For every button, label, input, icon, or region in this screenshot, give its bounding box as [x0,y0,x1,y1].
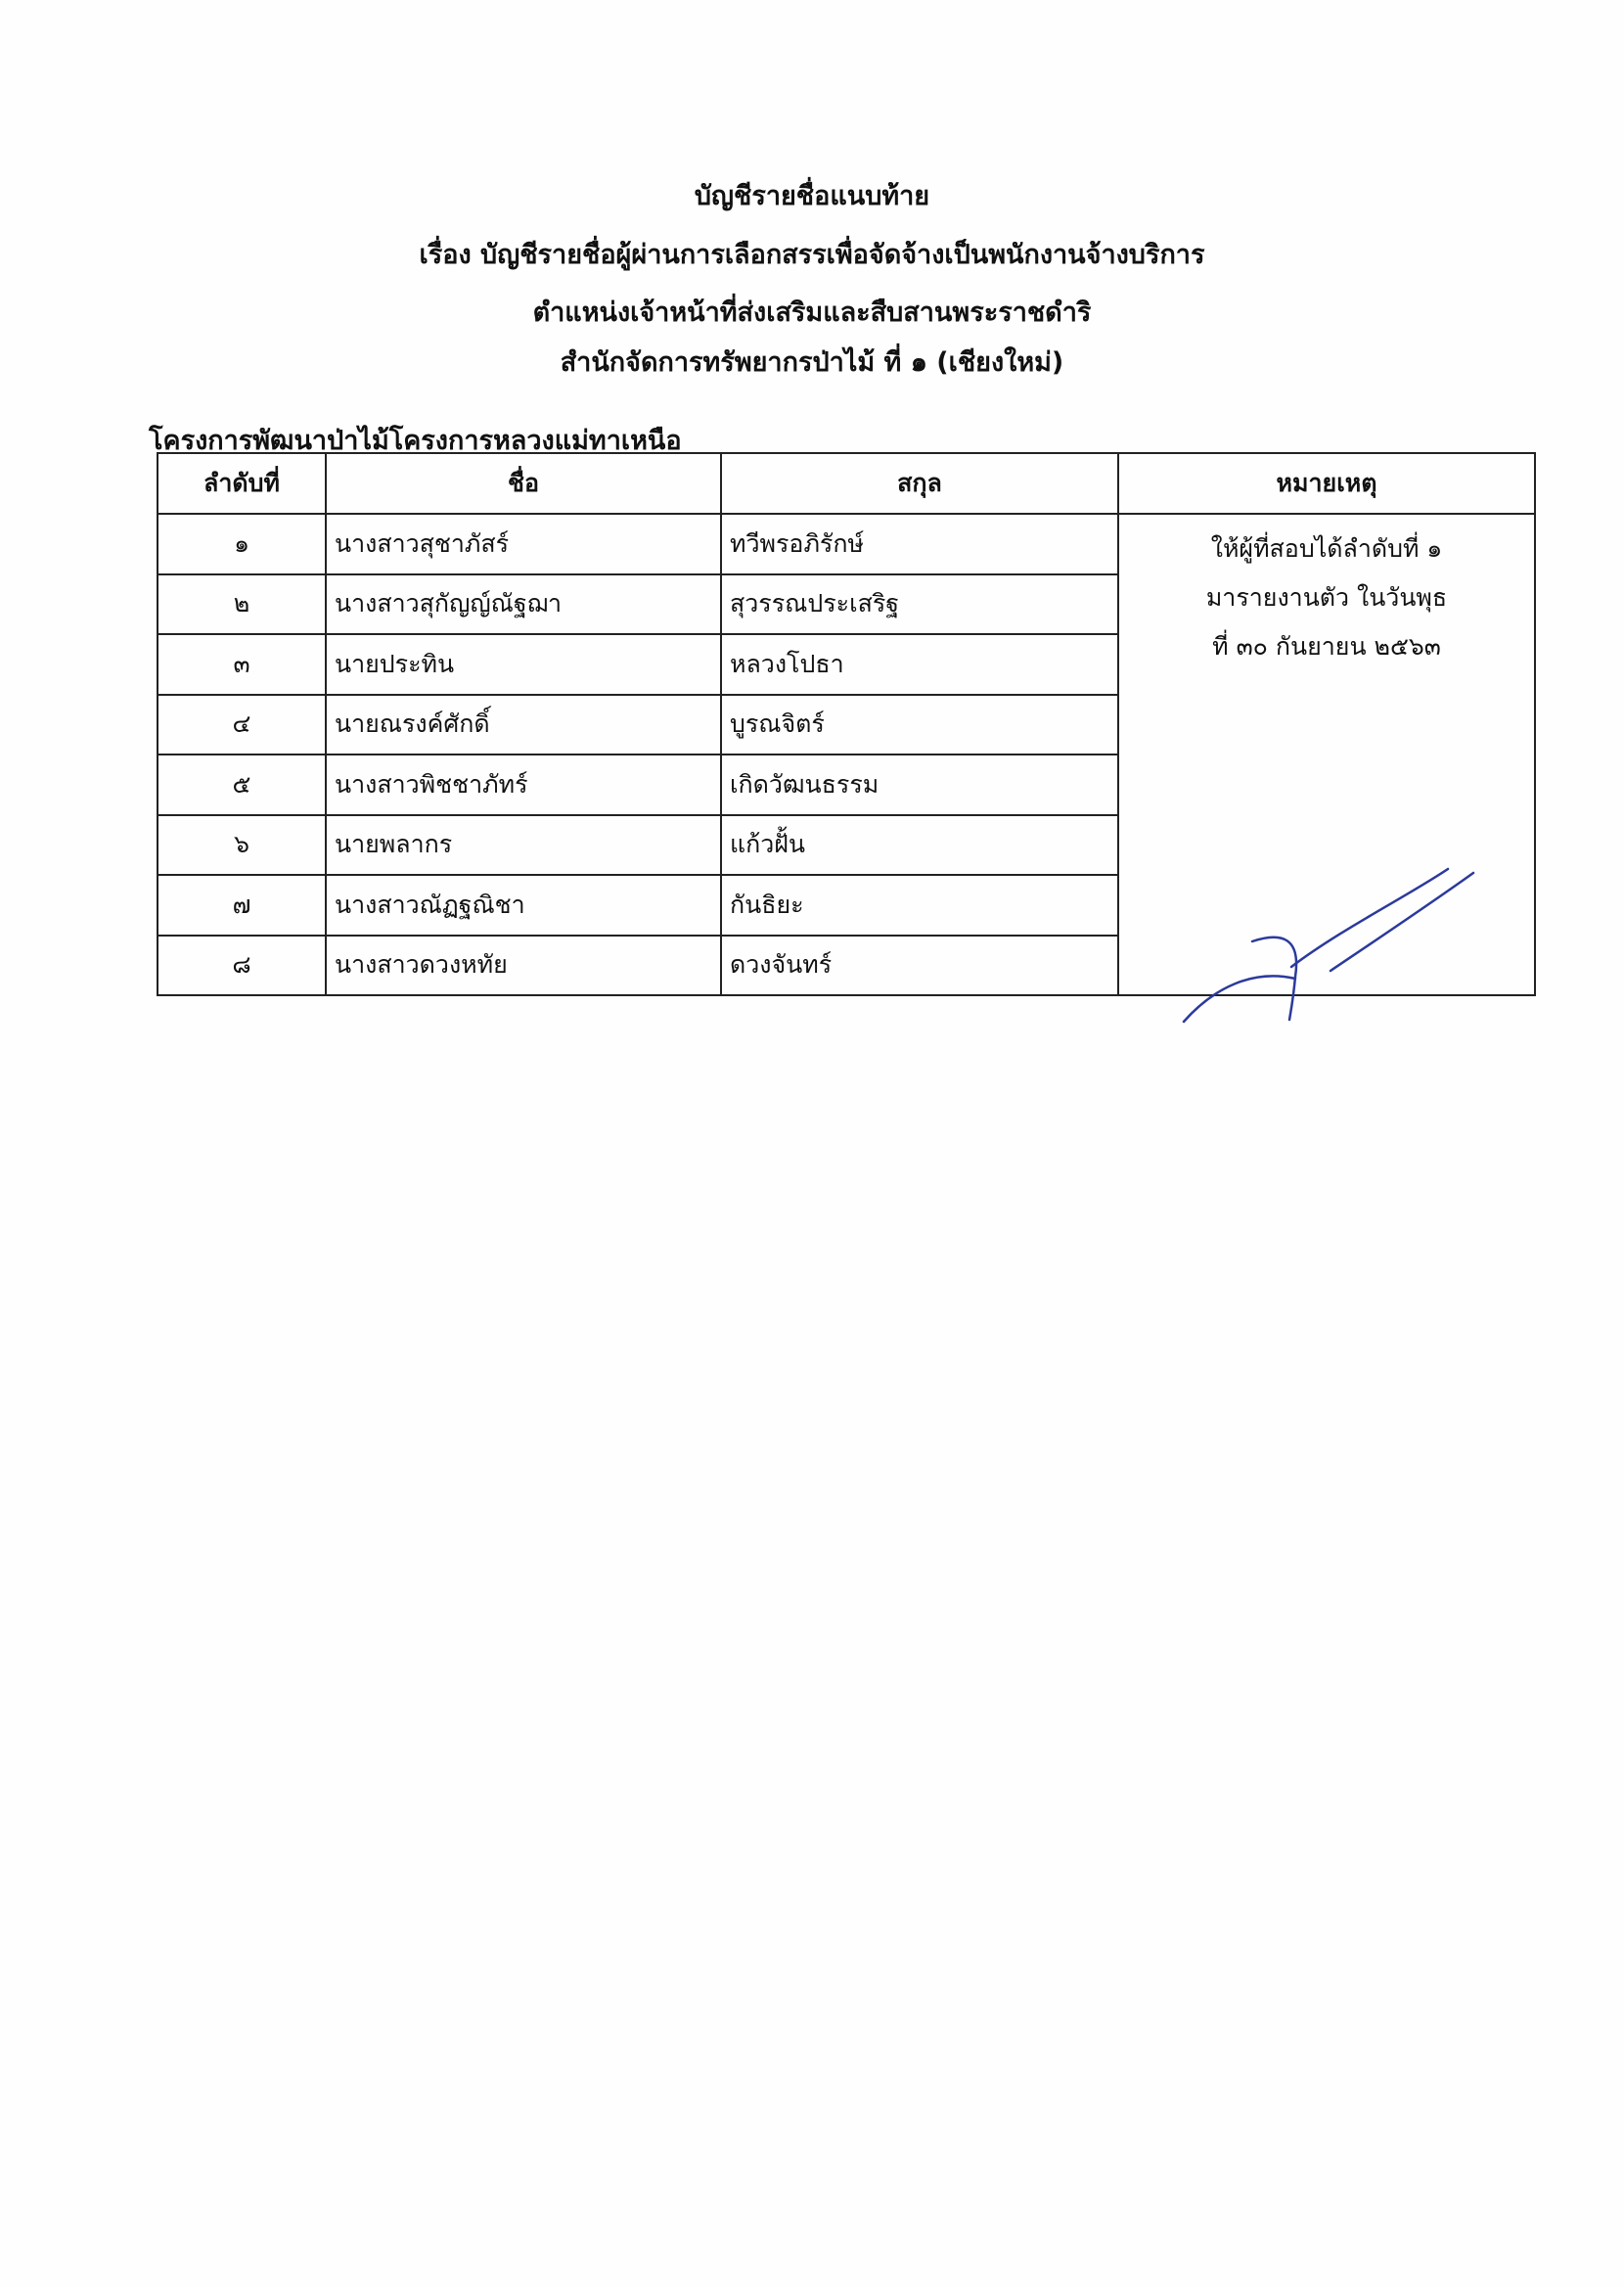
row-surname: เกิดวัฒนธรรม [721,755,1118,815]
document-position: ตำแหน่งเจ้าหน้าที่ส่งเสริมและสืบสานพระราชดำริ [532,297,1092,328]
row-surname: ทวีพรอภิรักษ์ [721,514,1118,574]
remark-line: มารายงานตัว ในวันพุธ [1205,583,1448,612]
header-remark: หมายเหตุ [1118,453,1535,514]
project-title: โครงการพัฒนาป่าไม้โครงการหลวงแม่ทาเหนือ [149,426,682,456]
row-name: นายพลากร [326,815,721,876]
header-surname: สกุล [721,453,1118,514]
row-name: นางสาวดวงหทัย [326,936,721,996]
row-no: ๒ [158,574,326,635]
document-office: สำนักจัดการทรัพยากรป่าไม้ ที่ ๑ (เชียงใหม่) [560,347,1064,378]
table-row [158,514,1535,574]
header-no: ลำดับที่ [158,453,326,514]
row-no: ๓ [158,634,326,695]
remark-line: ที่ ๓๐ กันยายน ๒๕๖๓ [1212,632,1441,661]
row-no: ๗ [158,875,326,936]
row-name: นายประทิน [326,634,721,695]
row-no: ๕ [158,755,326,815]
remark-line: ให้ผู้ที่สอบได้ลำดับที่ ๑ [1210,534,1443,563]
row-name: นางสาวณัฏฐณิชา [326,875,721,936]
row-surname: กันธิยะ [721,875,1118,936]
row-no: ๖ [158,815,326,876]
row-no: ๑ [158,514,326,574]
row-surname: บูรณจิตร์ [721,695,1118,755]
row-name: นายณรงค์ศักดิ์ [326,695,721,755]
header-name: ชื่อ [326,453,721,514]
row-surname: ดวงจันทร์ [721,936,1118,996]
signature [1174,861,1507,1037]
document-title: บัญชีรายชื่อแนบท้าย [694,181,930,211]
row-surname: หลวงโปธา [721,634,1118,695]
row-name: นางสาวสุชาภัสร์ [326,514,721,574]
row-no: ๘ [158,936,326,996]
row-no: ๔ [158,695,326,755]
row-name: นางสาวพิชชาภัทร์ [326,755,721,815]
row-surname: แก้วฝั้น [721,815,1118,876]
table-header-row [158,453,1535,514]
row-surname: สุวรรณประเสริฐ [721,574,1118,635]
row-name: นางสาวสุกัญญ์ณัฐฌา [326,574,721,635]
document-subject: เรื่อง บัญชีรายชื่อผู้ผ่านการเลือกสรรเพื่อจัดจ้างเป็นพนักงานจ้างบริการ [419,240,1205,270]
